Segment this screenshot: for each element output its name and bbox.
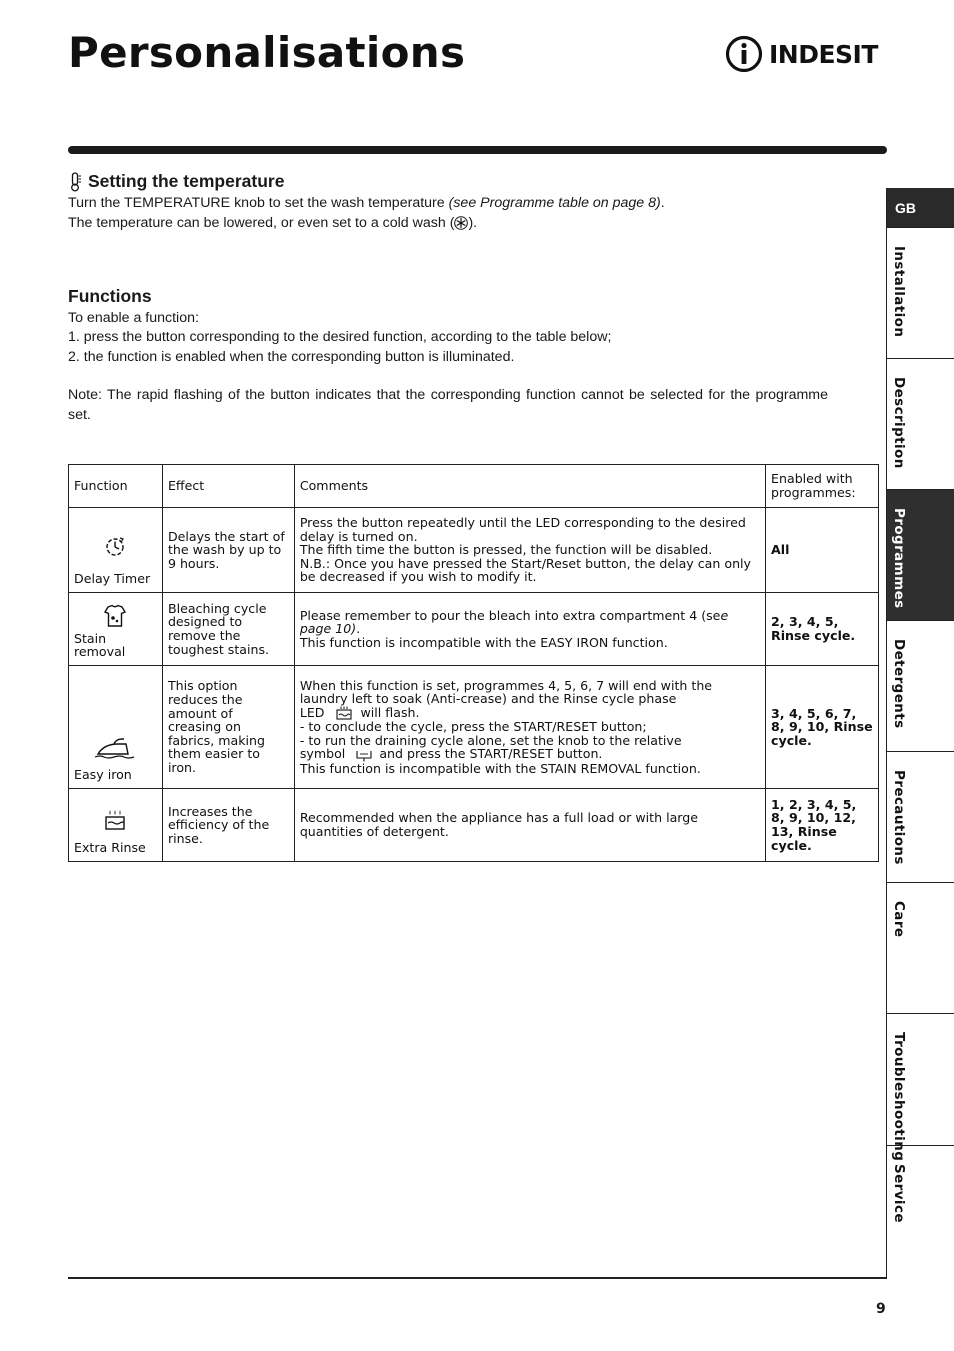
cold-wash-text-end: ).: [468, 214, 478, 231]
comment-line: Press the button repeatedly until the LED corresponding to the desired delay is turned on.: [299, 515, 746, 544]
function-cell: [69, 666, 163, 789]
comment-line: [300, 706, 760, 721]
bottom-rule: [68, 1277, 887, 1279]
tab-care[interactable]: [887, 883, 954, 1014]
comment-line: - to run the draining cycle alone, set the knob to the relative: [299, 732, 682, 748]
section-sidebar: [886, 188, 954, 1278]
cold-wash-text: The temperature can be lowered, or even set to a cold wash (: [68, 214, 455, 231]
tab-label: Care: [891, 901, 907, 938]
comment-line: When this function is set, programmes 4, 5, 6, 7 will end with the laundry left to soak (Anti-crease) and the Rinse cycle phase: [299, 677, 713, 707]
comment-line: N.B.: Once you have pressed the Start/Reset button, the delay can only be decreased if you wish to modify it.: [299, 555, 752, 585]
functions-intro: To enable a function:: [68, 309, 199, 326]
temperature-text-end: .: [660, 195, 665, 211]
enabled-cell: All: [766, 508, 879, 593]
tab-detergents[interactable]: [887, 621, 954, 752]
tab-description[interactable]: [887, 359, 954, 490]
delay-timer-icon: [103, 536, 127, 558]
tab-label: Description: [891, 377, 907, 469]
comments-cell: Recommended when the appliance has a full load or with large quantities of detergent.: [294, 789, 765, 862]
comment-line: - to conclude the cycle, press the START/RESET button;: [299, 719, 647, 735]
brand-name: INDESIT: [769, 39, 878, 69]
comment-line: The fifth time the button is pressed, the function will be disabled.: [299, 542, 713, 558]
tab-label: Installation: [891, 246, 907, 338]
function-name: Delay Timer: [74, 571, 151, 587]
temperature-line2: [68, 214, 838, 234]
function-name: Stain removal: [74, 630, 126, 660]
temperature-line1: [68, 194, 838, 214]
table-row-easy-iron: [69, 666, 879, 789]
comments-cell: [294, 666, 765, 789]
extra-rinse-icon: [103, 809, 127, 831]
enabled-cell: 1, 2, 3, 4, 5, 8, 9, 10, 12, 13, Rinse cycle.: [766, 789, 879, 862]
language-tab[interactable]: GB: [887, 188, 954, 228]
header-comments: Comments: [294, 465, 765, 508]
tab-label: Service: [891, 1164, 907, 1223]
functions-section: [68, 287, 828, 425]
effect-cell: Delays the start of the wash by up to 9 hours.: [162, 508, 294, 593]
functions-step-1: 1. press the button corresponding to the desired function, according to the table below;: [68, 329, 612, 345]
rinse-led-icon: [335, 706, 353, 720]
temperature-heading: [68, 172, 838, 192]
cold-wash-snowflake-icon: [454, 216, 468, 230]
top-rule: [68, 146, 887, 154]
comment-line: [300, 609, 760, 636]
tab-label: Programmes: [891, 508, 907, 609]
functions-table: [68, 464, 879, 862]
page-number: 9: [876, 1301, 886, 1317]
indesit-logo-icon: [725, 35, 763, 73]
indesit-logo: [725, 34, 889, 74]
comment-line: [300, 747, 760, 762]
easy-iron-icon: [94, 738, 136, 760]
comment-text-end: and press the START/RESET button.: [379, 746, 603, 762]
comment-text: Please remember to pour the bleach into extra compartment 4 (se: [299, 607, 721, 623]
comment-line: This function is incompatible with the STAIN REMOVAL function.: [299, 760, 701, 776]
header-function: Function: [69, 465, 163, 508]
function-cell: [69, 789, 163, 862]
tab-service[interactable]: [887, 1146, 954, 1278]
table-row-delay-timer: [69, 508, 879, 593]
comment-text: LED: [299, 704, 325, 720]
functions-note: Note: The rapid flashing of the button indicates that the corresponding function cannot be selected for the programme set.: [68, 387, 828, 423]
effect-cell: Bleaching cycle designed to remove the toughest stains.: [162, 593, 294, 666]
comment-text: symbol: [299, 746, 346, 762]
table-row-extra-rinse: [69, 789, 879, 862]
tab-installation[interactable]: [887, 228, 954, 359]
tab-programmes[interactable]: [887, 490, 954, 621]
enabled-cell: 2, 3, 4, 5, Rinse cycle.: [766, 593, 879, 666]
function-cell: [69, 593, 163, 666]
enabled-cell: 3, 4, 5, 6, 7, 8, 9, 10, Rinse cycle.: [766, 666, 879, 789]
header-effect: Effect: [162, 465, 294, 508]
comment-text-end: will flash.: [360, 704, 420, 720]
table-header-row: [69, 465, 879, 508]
functions-step-2: 2. the function is enabled when the corresponding button is illuminated.: [68, 348, 515, 365]
comment-reference: e page 10): [299, 607, 729, 637]
tab-label: Detergents: [891, 639, 907, 729]
temperature-heading-text: Setting the temperature: [88, 171, 285, 192]
function-name: Easy iron: [74, 767, 132, 783]
tab-troubleshooting[interactable]: [887, 1014, 954, 1162]
effect-cell: Increases the efficiency of the rinse.: [162, 789, 294, 862]
comment-line: This function is incompatible with the EASY IRON function.: [299, 634, 668, 650]
table-row-stain-removal: [69, 593, 879, 666]
functions-heading: Functions: [68, 286, 152, 306]
temperature-text: Turn the TEMPERATURE knob to set the wash temperature: [68, 195, 449, 211]
tab-label: Troubleshooting: [891, 1032, 907, 1162]
thermometer-icon: [68, 172, 82, 192]
comments-cell: [294, 593, 765, 666]
effect-cell: This option reduces the amount of creasing on fabrics, making them easier to iron.: [162, 666, 294, 789]
function-name: Extra Rinse: [74, 840, 146, 856]
comments-cell: [294, 508, 765, 593]
page-title: Personalisations: [68, 28, 466, 77]
stain-removal-icon: [103, 604, 127, 628]
tab-label: Precautions: [891, 770, 907, 865]
header-enabled: Enabled with programmes:: [766, 465, 879, 508]
temperature-reference: (see Programme table on page 8): [448, 195, 661, 211]
temperature-section: [68, 172, 838, 233]
function-cell: [69, 508, 163, 593]
drain-symbol-icon: [355, 748, 373, 762]
comment-text-end: .: [356, 621, 361, 637]
tab-precautions[interactable]: [887, 752, 954, 883]
